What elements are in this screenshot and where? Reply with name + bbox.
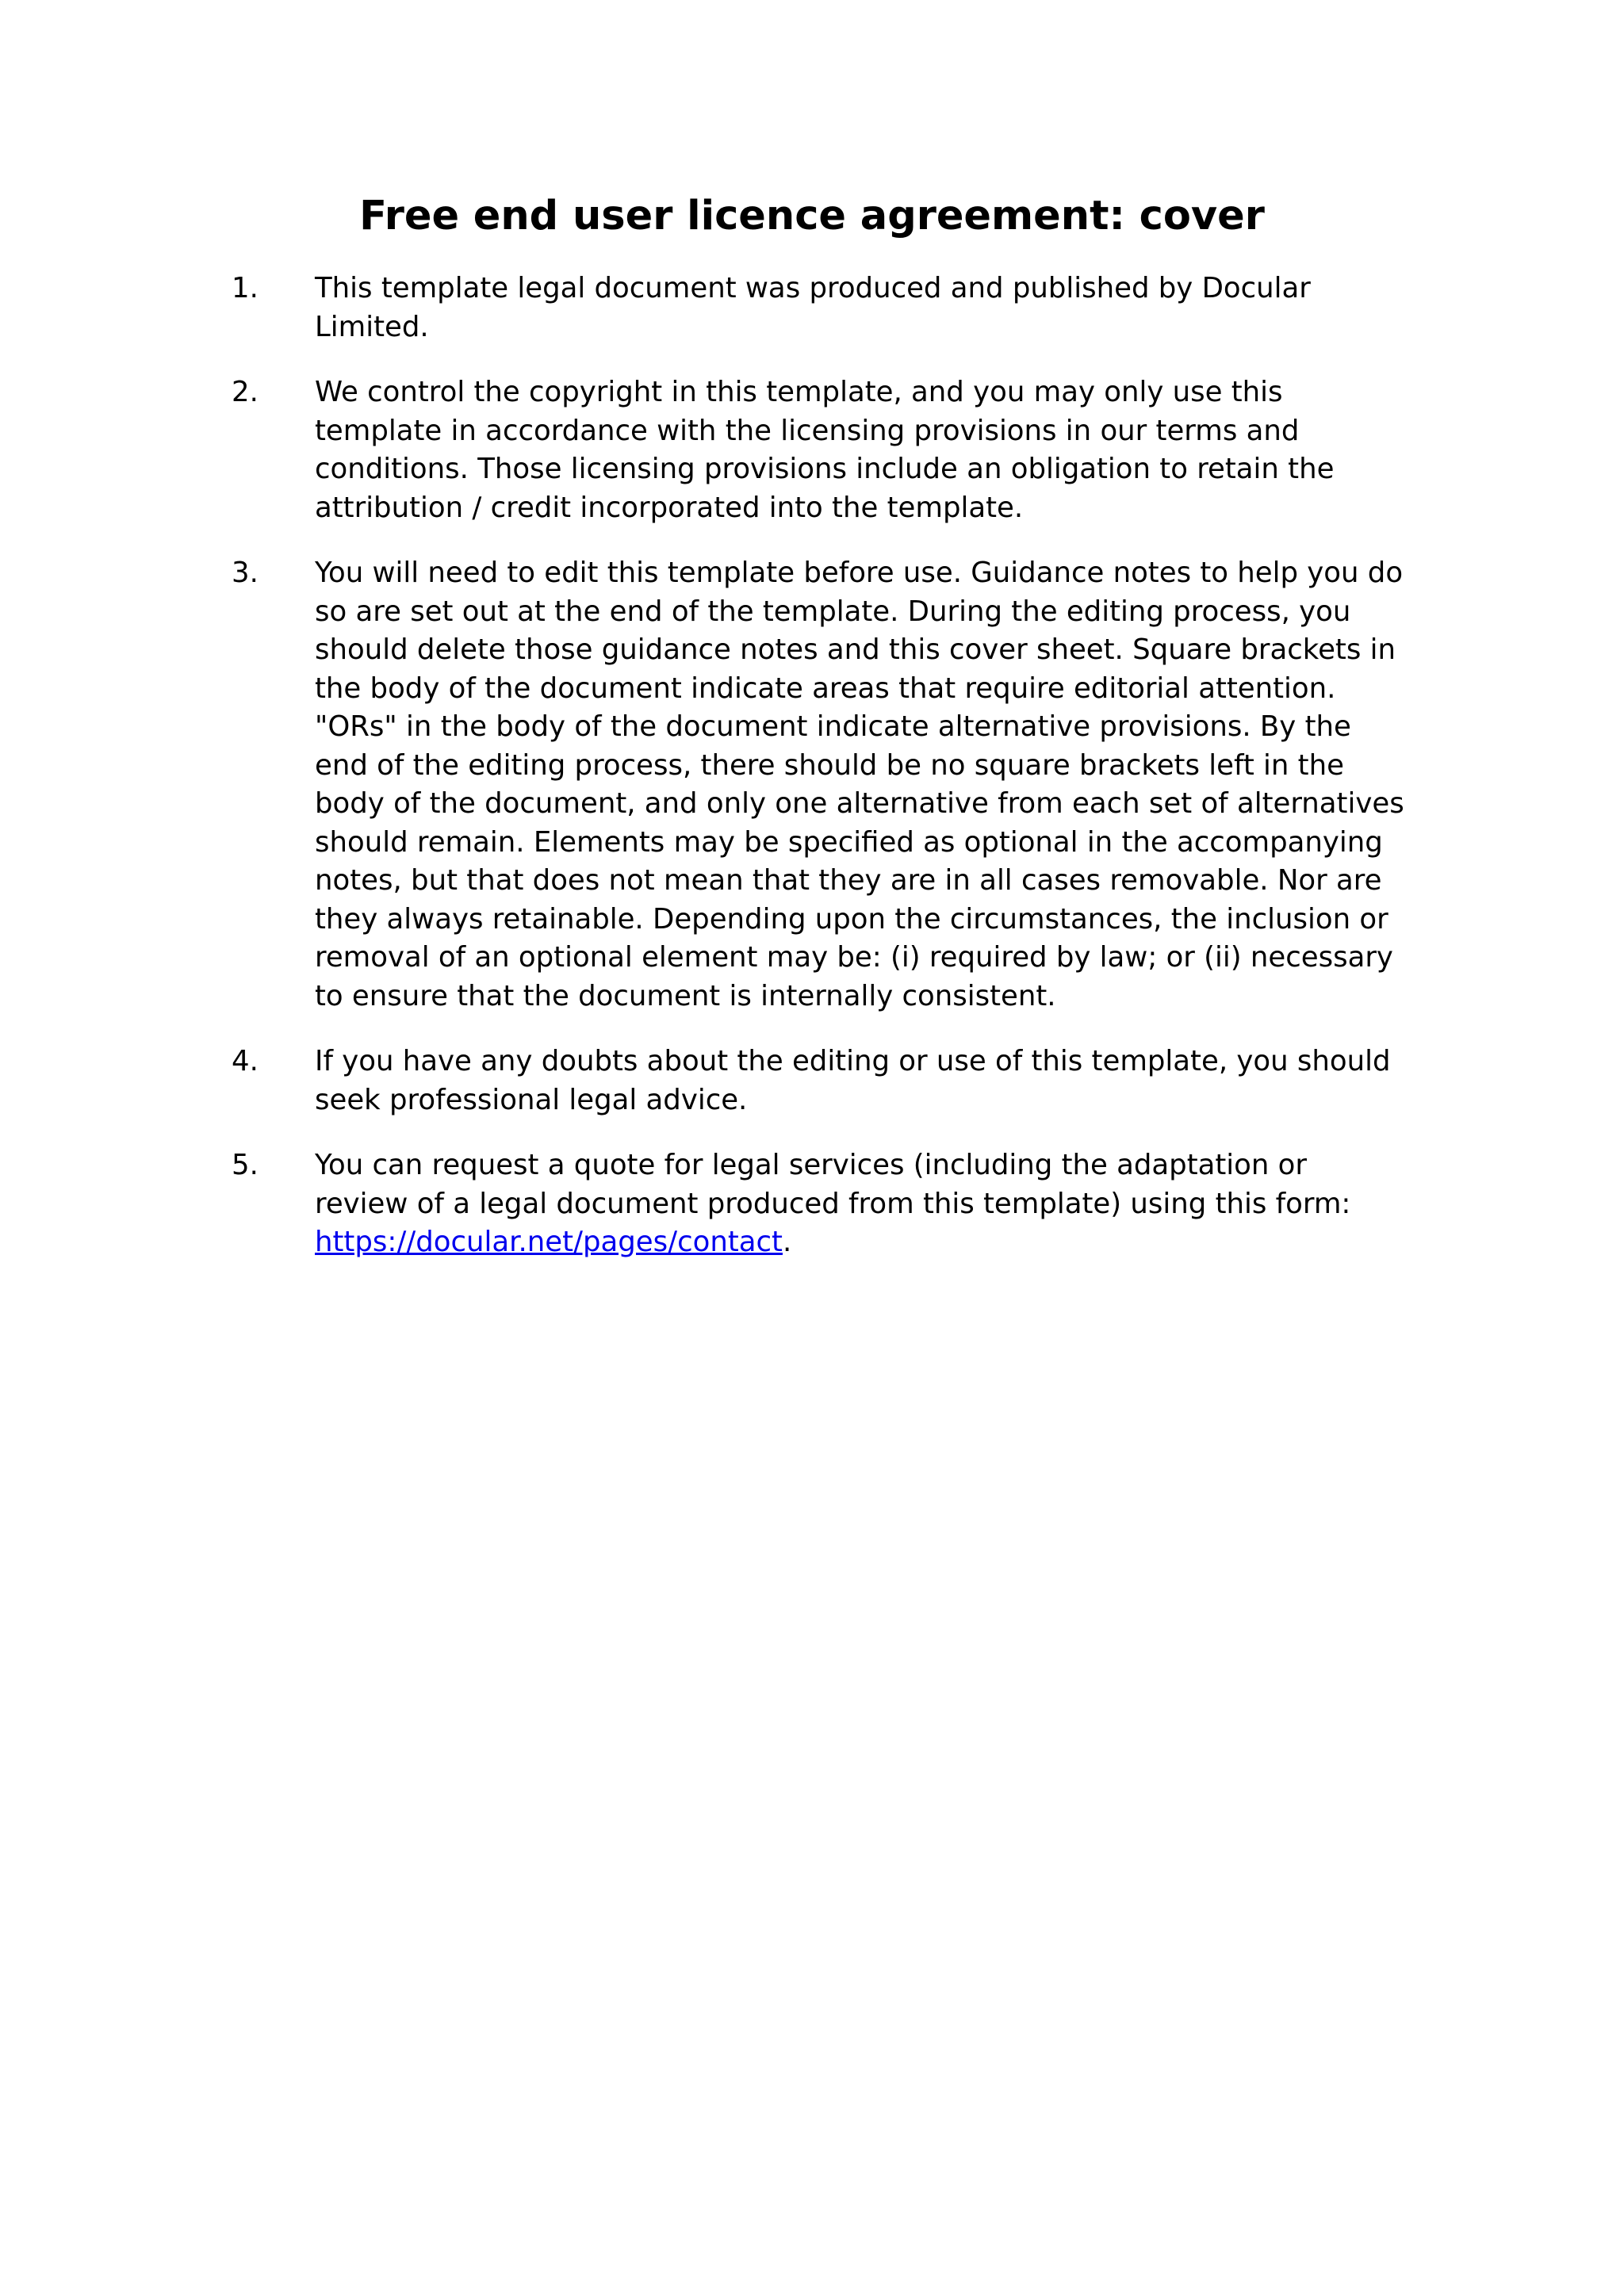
trailing-period: . bbox=[782, 1226, 792, 1258]
item-number: 5. bbox=[232, 1149, 259, 1181]
contact-link[interactable]: https://docular.net/pages/contact bbox=[315, 1226, 783, 1258]
document-title: Free end user licence agreement: cover bbox=[359, 193, 1265, 239]
list-item bbox=[232, 373, 1405, 527]
item-number: 2. bbox=[232, 376, 259, 408]
item-number: 4. bbox=[232, 1045, 259, 1077]
item-text-with-link bbox=[315, 1146, 1405, 1262]
list-item bbox=[232, 1146, 1405, 1262]
item-text: If you have any doubts about the editing or use of this template, you should seek professional legal advice. bbox=[315, 1045, 1391, 1116]
item-number: 3. bbox=[232, 557, 259, 589]
list-item bbox=[232, 554, 1405, 1016]
list-item bbox=[232, 270, 1405, 346]
item-text: You will need to edit this template before use. Guidance notes to help you do so are set out at the end of the template. During the editing process, you should delete those guidance notes and this cover sheet. Square brackets in the body of the document indicate areas that require editorial attention. "ORs" in the body of the document indicate alternative provisions. By the end of the editing process, there should be no square brackets left in the body of the document, and only one alternative from each set of alternatives should remain. Elements may be specified as optional in the accompanying notes, but that does not mean that they are in all cases removable. Nor are they always retainable. Depending upon the circumstances, the inclusion or removal of an optional element may be: (i) required by law; or (ii) necessary to ensure that the document is internally consistent. bbox=[315, 557, 1404, 1012]
numbered-list bbox=[232, 270, 1405, 1289]
item-text: We control the copyright in this template, and you may only use this template in accordance with the licensing provisions in our terms and conditions. Those licensing provisions include an obligation to retain the attribution / credit incorporated into the template. bbox=[315, 376, 1335, 524]
item-text: You can request a quote for legal services (including the adaptation or review of a legal document produced from this template) using this form: bbox=[315, 1149, 1351, 1220]
item-text: This template legal document was produced and published by Docular Limited. bbox=[315, 272, 1311, 343]
list-item bbox=[232, 1043, 1405, 1119]
item-number: 1. bbox=[232, 272, 259, 304]
